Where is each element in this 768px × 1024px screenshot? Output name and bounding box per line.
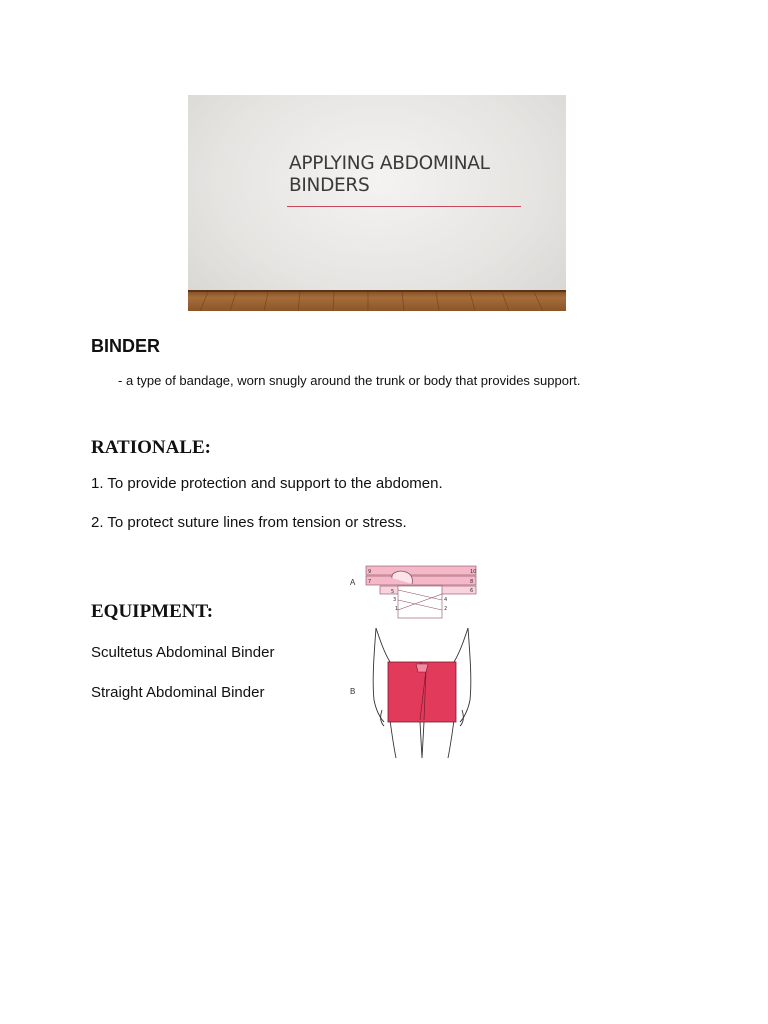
strap-number: 2 xyxy=(444,606,448,612)
strap-number: 5 xyxy=(391,589,395,595)
strap-number: 4 xyxy=(444,597,448,603)
binder-heading: BINDER xyxy=(91,336,161,356)
slide-title: APPLYING ABDOMINAL BINDERS xyxy=(289,153,490,196)
rationale-item-2: 2. To protect suture lines from tension or stress. xyxy=(91,514,407,531)
strap-number: 9 xyxy=(368,569,372,575)
title-slide-image xyxy=(188,95,566,311)
rationale-heading: RATIONALE: xyxy=(91,437,211,458)
equipment-item-straight: Straight Abdominal Binder xyxy=(91,684,265,701)
equipment-item-scultetus: Scultetus Abdominal Binder xyxy=(91,644,275,661)
slide-title-underline xyxy=(287,206,521,207)
figure-label-a: A xyxy=(350,578,356,587)
binder-drawing xyxy=(346,560,482,760)
strap-number: 7 xyxy=(368,579,372,585)
wood-floor xyxy=(188,290,566,311)
strap-number: 10 xyxy=(470,569,477,575)
scultetus-binder-diagram xyxy=(366,566,476,618)
binder-definition: - a type of bandage, worn snugly around the trunk or body that provides support. xyxy=(118,373,581,388)
strap-number: 8 xyxy=(470,579,474,585)
equipment-heading: EQUIPMENT: xyxy=(91,601,214,622)
figure-label-b: B xyxy=(350,687,356,696)
strap-number: 6 xyxy=(470,588,474,594)
rationale-item-1: 1. To provide protection and support to the abdomen. xyxy=(91,475,443,492)
strap-number: 3 xyxy=(393,597,397,603)
binder-illustration xyxy=(346,560,482,760)
strap-number: 1 xyxy=(395,606,399,612)
